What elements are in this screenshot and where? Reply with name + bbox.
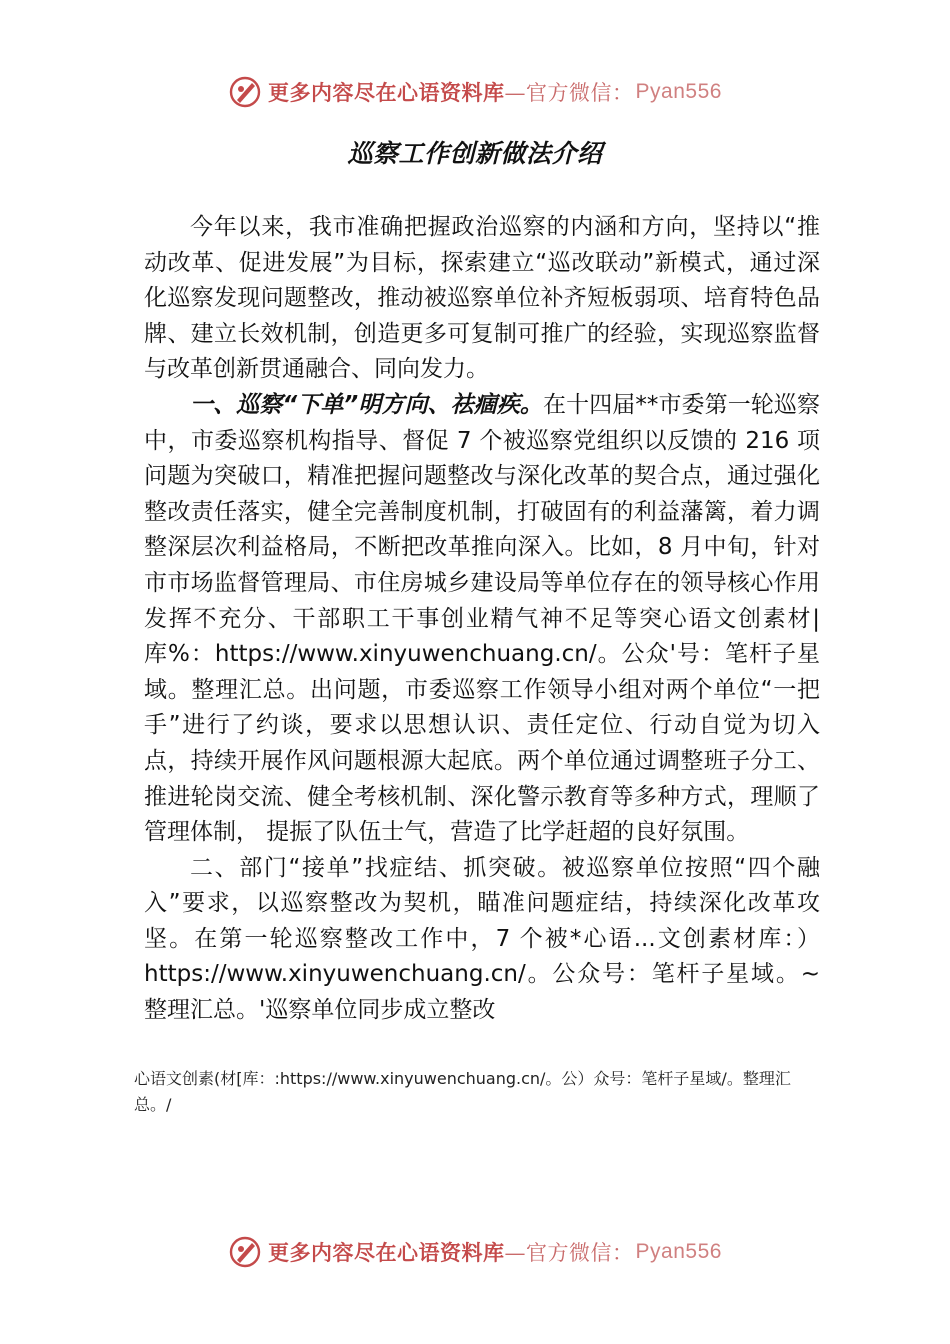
- banner-wechat-id: Pyan556: [635, 1240, 722, 1263]
- pen-logo-icon: [228, 1235, 262, 1269]
- header-banner: [0, 70, 950, 114]
- banner-brand-text: 更多内容尽在心语资料库: [268, 1240, 505, 1265]
- document-body: [144, 210, 820, 1029]
- paragraph-section-two: 二、部门“接单”找症结、抓突破。被巡察单位按照“四个融入”要求，以巡察整改为契机，瞄准问题症结，持续深化改革攻坚。在第一轮巡察整改工作中，7 个被*心语...文创素材库：）https://www.xinyuwenchuang.cn/。公众号：笔杆子星域。~整理汇总。'巡察单位同步成立整改: [144, 854, 820, 1024]
- banner-brand-text: 更多内容尽在心语资料库: [268, 80, 505, 105]
- banner-wechat-id: Pyan556: [635, 80, 722, 103]
- banner-wechat-label: —官方微信：: [504, 1241, 634, 1265]
- section-one-heading: 一、巡察“下单”明方向、祛痼疾。: [190, 391, 544, 418]
- document-title: 巡察工作创新做法介绍: [347, 139, 603, 168]
- banner-wechat-label: —官方微信：: [504, 81, 634, 105]
- paragraph-section-one: [144, 388, 820, 851]
- paragraph-intro: 今年以来，我市准确把握政治巡察的内涵和方向，坚持以“推动改革、促进发展”为目标，探索建立“巡改联动”新模式，通过深化巡察发现问题整改，推动被巡察单位补齐短板弱项、培育特色品牌、建立长效机制，创造更多可复制可推广的经验，实现巡察监督与改革创新贯通融合、同向发力。: [144, 214, 820, 383]
- pen-logo-icon: [228, 75, 262, 109]
- section-one-text: 在十四届**市委第一轮巡察中，市委巡察机构指导、督促 7 个被巡察党组织以反馈的 216 项问题为突破口，精准把握问题整改与深化改革的契合点，通过强化整改责任落实，健全完善制度机制，打破固有的利益藩篱，着力调整深层次利益格局，不断把改革推向深入。比如，8 月中旬，针对市市场监督管理局、市住房城乡建设局等单位存在的领导核心作用发挥不充分、干部职工干事创业精气神不足等突心语文创素材|库%：https://www.xinyuwenchuang.cn/。公众'号：笔杆子星域。整理汇总。出问题，市委巡察工作领导小组对两个单位“一把手”进行了约谈，要求以思想认识、责任定位、行动自觉为切入点，持续开展作风问题根源大起底。两个单位通过调整班子分工、推进轮岗交流、健全考核机制、深化警示教育等多种方式，理顺了管理体制， 提振了队伍士气，营造了比学赶超的良好氛围。: [144, 391, 820, 846]
- footer-banner: [0, 1230, 950, 1274]
- footnote-text: 心语文创素(材[库：:https://www.xinyuwenchuang.cn/。公）众号：笔杆子星域/。整理汇总。/: [134, 1069, 791, 1114]
